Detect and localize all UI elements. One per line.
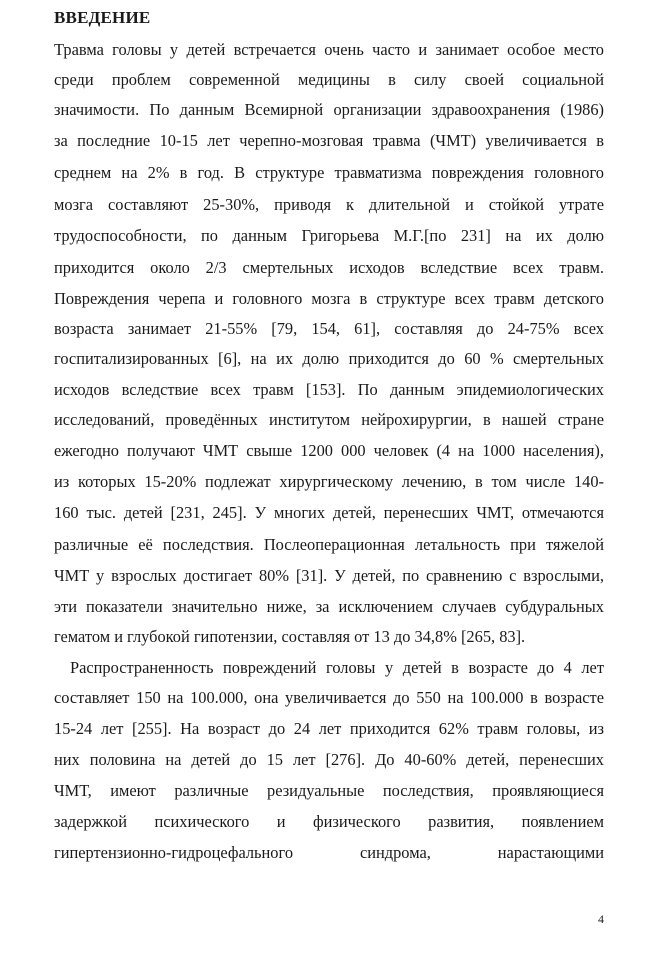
text-line: 160 тыс. детей [231, 245]. У многих детей, перенесших ЧМТ, отмечаются (54, 503, 604, 522)
text-line: ежегодно получают ЧМТ свыше 1200 000 человек (4 на 1000 населения), (54, 441, 604, 460)
text-line: ЧМТ, имеют различные резидуальные последствия, проявляющиеся (54, 781, 604, 800)
text-line: трудоспособности, по данным Григорьева М.Г.[по 231] на их долю (54, 226, 604, 245)
text-line: исходов вследствие всех травм [153]. По данным эпидемиологических (54, 380, 604, 399)
text-line: мозга составляют 25-30%, приводя к длительной и стойкой утрате (54, 195, 604, 214)
text-line: различные её последствия. Послеоперационная летальность при тяжелой (54, 535, 604, 554)
text-line: за последние 10-15 лет черепно-мозговая травма (ЧМТ) увеличивается в (54, 131, 604, 150)
page-number: 4 (598, 912, 604, 926)
text-line: исследований, проведённых институтом нейрохирургии, в нашей стране (54, 410, 604, 429)
text-line: задержкой психического и физического развития, появлением (54, 812, 604, 831)
text-line: 15-24 лет [255]. На возраст до 24 лет приходится 62% травм головы, из (54, 719, 604, 738)
text-line: них половина на детей до 15 лет [276]. До 40-60% детей, перенесших (54, 750, 604, 769)
text-line: среднем на 2% в год. В структуре травматизма повреждения головного (54, 163, 604, 182)
text-line: гипертензионно-гидроцефального синдрома, нарастающими (54, 843, 604, 862)
text-line: среди проблем современной медицины в силу своей социальной (54, 70, 604, 89)
text-line: возраста занимает 21-55% [79, 154, 61], составляя до 24-75% всех (54, 319, 604, 338)
text-line: гематом и глубокой гипотензии, составляя от 13 до 34,8% [265, 83]. (54, 627, 526, 646)
text-line: составляет 150 на 100.000, она увеличивается до 550 на 100.000 в возрасте (54, 688, 604, 707)
text-line: госпитализированных [6], на их долю приходится до 60 % смертельных (54, 349, 604, 368)
text-line: эти показатели значительно ниже, за исключением случаев субдуральных (54, 597, 604, 616)
section-heading: ВВЕДЕНИЕ (54, 8, 151, 27)
text-line: Распространенность повреждений головы у детей в возрасте до 4 лет (70, 658, 604, 677)
text-line: ЧМТ у взрослых достигает 80% [31]. У детей, по сравнению с взрослыми, (54, 566, 604, 585)
text-line: приходится около 2/3 смертельных исходов вследствие всех травм. (54, 258, 604, 277)
text-line: Повреждения черепа и головного мозга в структуре всех травм детского (54, 289, 604, 308)
text-line: из которых 15-20% подлежат хирургическому лечению, в том числе 140- (54, 472, 604, 491)
text-line: значимости. По данным Всемирной организации здравоохранения (1986) (54, 100, 604, 119)
text-line: Травма головы у детей встречается очень часто и занимает особое место (54, 40, 604, 59)
